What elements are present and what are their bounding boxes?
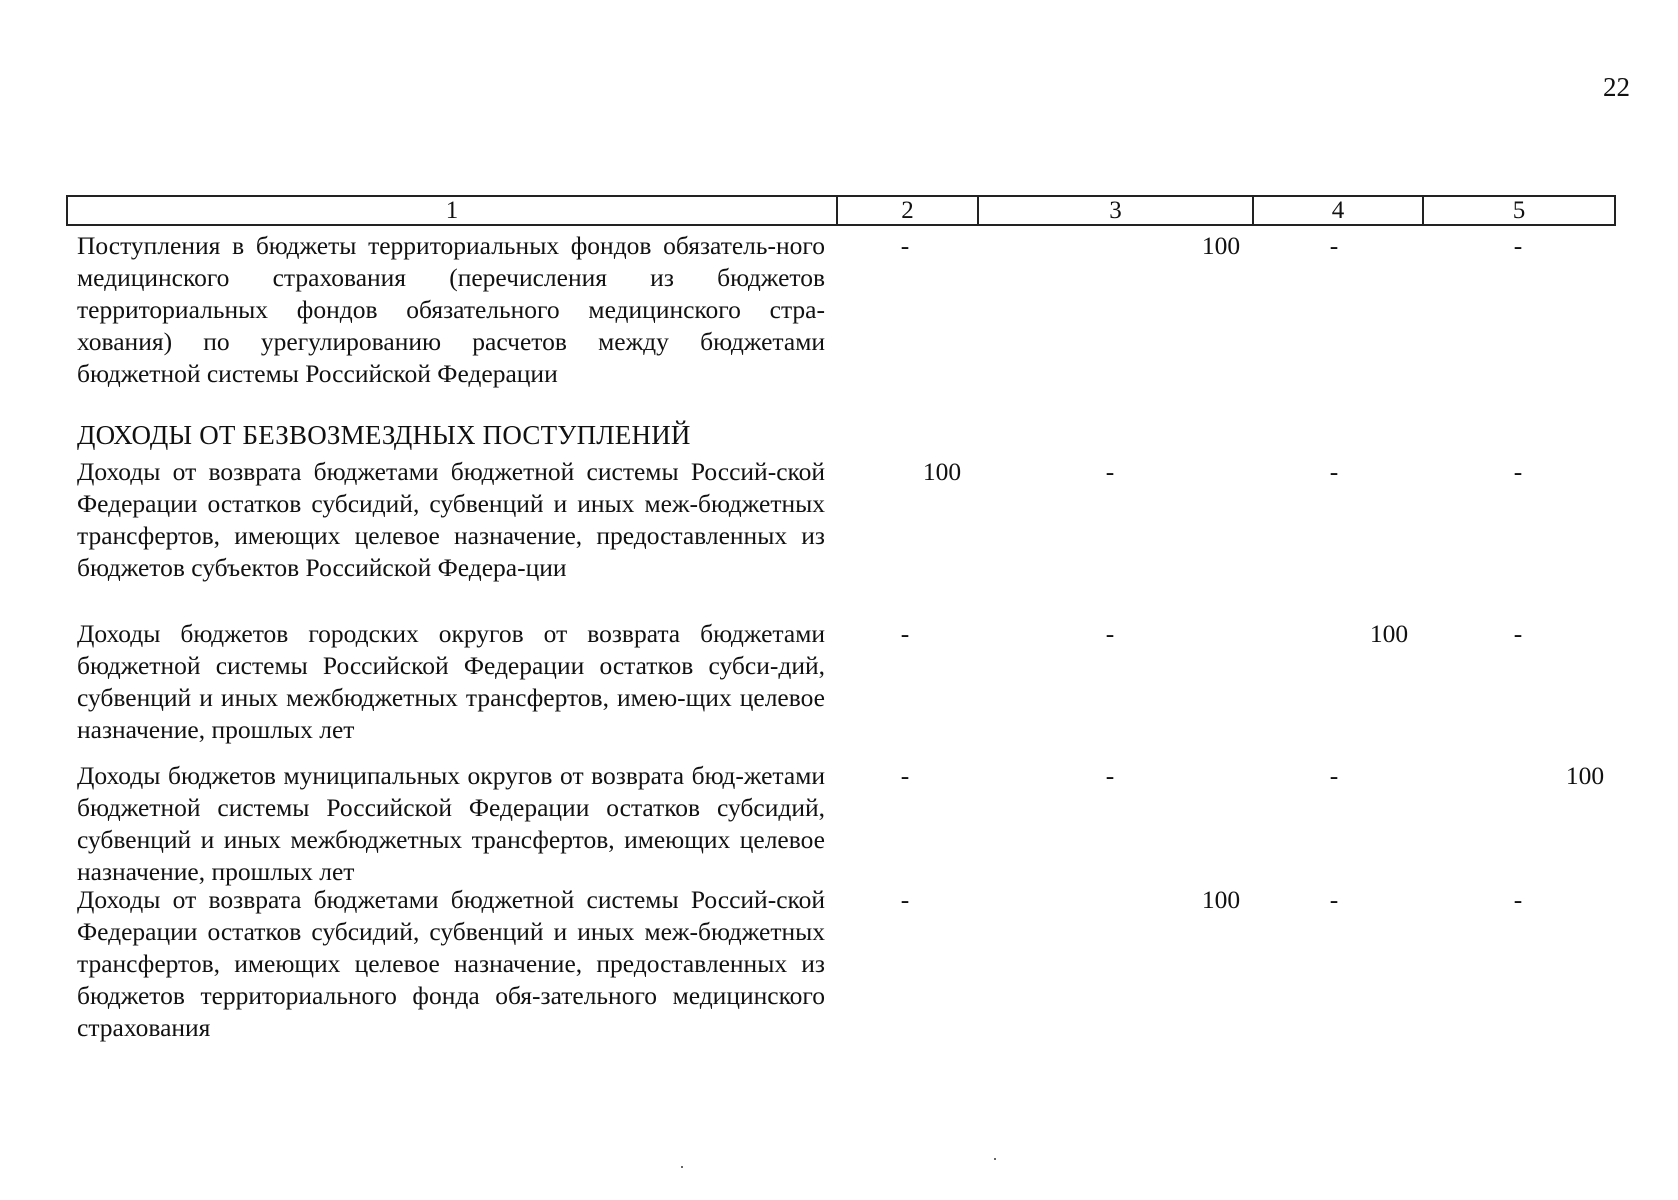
row-value-col3: 100 — [1201, 885, 1241, 914]
row-value-col3: - — [1105, 619, 1115, 648]
column-header-3: 3 — [979, 197, 1254, 224]
row-value-col3: - — [1105, 761, 1115, 790]
column-header-2: 2 — [838, 197, 979, 224]
row-value-col5: - — [1513, 457, 1523, 486]
row-value-col2: - — [900, 761, 910, 790]
row-value-col5: - — [1513, 885, 1523, 914]
row-value-col2: - — [900, 231, 910, 260]
row-value-col4: - — [1329, 231, 1339, 260]
row-value-col4: - — [1329, 457, 1339, 486]
row-value-col3: - — [1105, 457, 1115, 486]
row-value-col2: 100 — [922, 457, 962, 486]
row-description: Доходы от возврата бюджетами бюджетной системы Россий-ской Федерации остатков субсидий, субвенций и иных меж-бюджетных трансфертов, имеющих целевое назначение, предоставленных из бюджетов территориального фонда обя-зательного медицинского страхования — [77, 885, 825, 1042]
row-description: Поступления в бюджеты территориальных фондов обязатель-ного медицинского страхования (перечисления из бюджетов территориальных фондов обязательного медицинского стра-хования) по урегулированию расчетов между бюджетами бюджетной системы Российской Федерации — [77, 231, 825, 388]
column-header-4: 4 — [1254, 197, 1424, 224]
row-value-col5: - — [1513, 231, 1523, 260]
row-value-col4: 100 — [1369, 619, 1409, 648]
row-value-col5: - — [1513, 619, 1523, 648]
row-description: Доходы от возврата бюджетами бюджетной системы Россий-ской Федерации остатков субсидий, субвенций и иных меж-бюджетных трансфертов, имеющих целевое назначение, предоставленных из бюджетов субъектов Российской Федера-ции — [77, 457, 825, 582]
scan-speck — [994, 1158, 996, 1160]
row-description: Доходы бюджетов муниципальных округов от возврата бюд-жетами бюджетной системы Российской Федерации остатков субсидий, субвенций и иных межбюджетных трансфертов, имеющих целевое назначение, прошлых лет — [77, 761, 825, 886]
row-value-col2: - — [900, 619, 910, 648]
row-value-col3: 100 — [1201, 231, 1241, 260]
row-value-col4: - — [1329, 761, 1339, 790]
column-header-1: 1 — [68, 197, 838, 224]
column-header-5: 5 — [1512, 197, 1526, 224]
page-number: 22 — [1603, 72, 1630, 102]
section-heading: ДОХОДЫ ОТ БЕЗВОЗМЕЗДНЫХ ПОСТУПЛЕНИЙ — [77, 420, 691, 450]
row-value-col4: - — [1329, 885, 1339, 914]
row-value-col5: 100 — [1565, 761, 1605, 790]
row-description: Доходы бюджетов городских округов от возврата бюджетами бюджетной системы Российской Федерации остатков субси-дий, субвенций и иных межбюджетных трансфертов, имею-щих целевое назначение, прошлых лет — [77, 619, 825, 744]
table-header — [66, 195, 1616, 226]
row-value-col2: - — [900, 885, 910, 914]
scan-speck — [681, 1166, 683, 1168]
